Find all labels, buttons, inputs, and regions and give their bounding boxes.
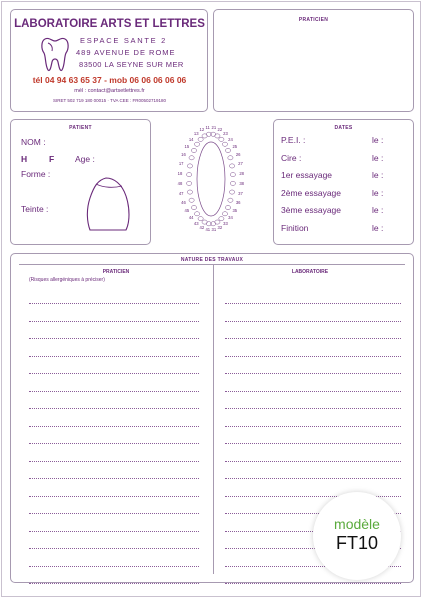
model-badge bbox=[313, 492, 401, 580]
tooth-14[interactable] bbox=[194, 142, 199, 146]
tooth-number: 31 bbox=[211, 226, 217, 232]
tooth-15[interactable] bbox=[191, 148, 196, 152]
tooth-number: 42 bbox=[199, 224, 205, 230]
tooth-38[interactable] bbox=[230, 181, 235, 185]
tooth-number: 23 bbox=[223, 131, 228, 137]
tooth-26[interactable] bbox=[228, 156, 233, 160]
address-line-3: 83500 LA SEYNE SUR MER bbox=[79, 60, 184, 69]
dates-title: DATES bbox=[334, 125, 353, 131]
nom-label: NOM : bbox=[21, 137, 46, 147]
dental-arch-diagram[interactable] bbox=[170, 122, 252, 237]
tooth-23[interactable] bbox=[219, 137, 224, 141]
date-row-label: Cire : bbox=[281, 152, 302, 163]
col-left-title: PRATICIEN bbox=[102, 269, 130, 275]
writing-line[interactable] bbox=[29, 391, 199, 392]
tooth-number: 37 bbox=[238, 190, 243, 196]
tooth-36[interactable] bbox=[228, 198, 233, 202]
tooth-28[interactable] bbox=[230, 172, 235, 176]
tooth-number: 41 bbox=[205, 226, 211, 232]
tooth-number: 27 bbox=[238, 161, 243, 167]
col-left-note: (Risques allergéniques à préciser) bbox=[29, 277, 105, 283]
tooth-number: 11 bbox=[205, 125, 210, 131]
tooth-number: 44 bbox=[188, 215, 194, 221]
tooth-48[interactable] bbox=[187, 181, 192, 185]
patient-title: PATIENT bbox=[69, 125, 92, 131]
writing-line[interactable] bbox=[29, 373, 199, 374]
lab-header-box bbox=[10, 9, 208, 112]
writing-line[interactable] bbox=[225, 408, 401, 409]
travaux-column-divider bbox=[213, 264, 214, 574]
writing-line[interactable] bbox=[225, 583, 401, 584]
writing-line[interactable] bbox=[225, 338, 401, 339]
tooth-number: 15 bbox=[184, 143, 190, 149]
writing-line[interactable] bbox=[29, 566, 199, 567]
travaux-title: NATURE DES TRAVAUX bbox=[180, 257, 244, 263]
tooth-34[interactable] bbox=[222, 212, 227, 216]
tooth-number: 14 bbox=[188, 136, 194, 142]
tooth-logo-icon bbox=[39, 35, 71, 73]
writing-line[interactable] bbox=[225, 356, 401, 357]
tooth-number: 26 bbox=[235, 151, 241, 157]
writing-line[interactable] bbox=[29, 356, 199, 357]
writing-line[interactable] bbox=[29, 478, 199, 479]
tooth-number: 48 bbox=[177, 180, 183, 186]
tooth-number: 38 bbox=[239, 180, 245, 186]
tooth-24[interactable] bbox=[222, 142, 227, 146]
tooth-number: 32 bbox=[217, 224, 223, 230]
writing-line[interactable] bbox=[29, 583, 199, 584]
tooth-number: 43 bbox=[193, 220, 199, 226]
travaux-header-line bbox=[19, 264, 405, 265]
tooth-number: 21 bbox=[211, 125, 217, 131]
writing-line[interactable] bbox=[29, 426, 199, 427]
tooth-22[interactable] bbox=[215, 134, 220, 138]
writing-line[interactable] bbox=[29, 461, 199, 462]
date-row-label: P.E.I. : bbox=[281, 135, 306, 145]
sex-f-label: F bbox=[49, 154, 55, 164]
tooth-number: 16 bbox=[181, 151, 186, 157]
writing-line[interactable] bbox=[29, 303, 199, 304]
tooth-27[interactable] bbox=[229, 164, 234, 168]
sex-h-label: H bbox=[21, 154, 28, 164]
tooth-number: 17 bbox=[178, 161, 184, 167]
tooth-number: 13 bbox=[193, 131, 199, 137]
tooth-37[interactable] bbox=[229, 190, 234, 194]
col-right-title: LABORATOIRE bbox=[291, 269, 329, 275]
tooth-number: 24 bbox=[228, 136, 233, 142]
tooth-32[interactable] bbox=[215, 220, 220, 224]
lab-email: mél : contact@artsetlettres.fr bbox=[74, 88, 145, 94]
tooth-number: 36 bbox=[235, 200, 241, 206]
date-row-label: 3ème essayage bbox=[281, 205, 342, 215]
tooth-number: 47 bbox=[178, 190, 184, 196]
tooth-44[interactable] bbox=[194, 212, 199, 216]
writing-line[interactable] bbox=[29, 321, 199, 322]
writing-line[interactable] bbox=[225, 373, 401, 374]
patient-box bbox=[10, 119, 151, 245]
tooth-number: 25 bbox=[232, 143, 238, 149]
date-row-le[interactable]: le : bbox=[372, 222, 384, 233]
writing-line[interactable] bbox=[29, 338, 199, 339]
tooth-number: 28 bbox=[239, 171, 245, 176]
writing-line[interactable] bbox=[225, 478, 401, 479]
date-row-label: Finition bbox=[281, 222, 309, 233]
tooth-number: 18 bbox=[177, 171, 183, 176]
writing-line[interactable] bbox=[29, 443, 199, 444]
date-row-le[interactable]: le : bbox=[372, 170, 384, 180]
praticien-title: PRATICIEN bbox=[298, 17, 329, 23]
writing-line[interactable] bbox=[225, 461, 401, 462]
date-row-le[interactable]: le : bbox=[372, 187, 384, 198]
dental-chart[interactable] bbox=[170, 122, 252, 237]
tooth-number: 46 bbox=[181, 200, 186, 206]
tooth-number: 12 bbox=[199, 127, 205, 133]
age-label: Age : bbox=[75, 154, 95, 164]
teinte-label: Teinte : bbox=[21, 204, 49, 214]
tooth-47[interactable] bbox=[187, 190, 192, 194]
tooth-number: 45 bbox=[184, 208, 190, 214]
badge-model-code: FT10 bbox=[335, 533, 378, 553]
writing-line[interactable] bbox=[225, 426, 401, 427]
badge-model-label: modèle bbox=[334, 516, 380, 532]
praticien-box[interactable] bbox=[213, 9, 414, 112]
tooth-number: 33 bbox=[223, 220, 228, 226]
address-line-2: 489 AVENUE DE ROME bbox=[76, 48, 176, 57]
writing-line[interactable] bbox=[225, 303, 401, 304]
palate-outline bbox=[197, 142, 225, 216]
lab-phones: tél 04 94 63 65 37 - mob 06 06 06 06 06 bbox=[32, 75, 187, 85]
tooth-number: 34 bbox=[228, 215, 233, 221]
date-row-le[interactable]: le : bbox=[372, 135, 384, 145]
date-row-le[interactable]: le : bbox=[372, 205, 384, 215]
tooth-number: 35 bbox=[232, 208, 238, 214]
writing-line[interactable] bbox=[225, 443, 401, 444]
tooth-18[interactable] bbox=[187, 172, 192, 176]
address-line-1: ESPACE SANTE 2 bbox=[80, 36, 168, 45]
date-row-le[interactable]: le : bbox=[372, 152, 384, 163]
forme-label: Forme : bbox=[21, 169, 51, 179]
tooth-45[interactable] bbox=[191, 205, 196, 209]
tooth-17[interactable] bbox=[187, 164, 192, 168]
date-row-label: 1er essayage bbox=[281, 170, 333, 180]
tooth-number: 22 bbox=[217, 127, 223, 133]
writing-line[interactable] bbox=[29, 531, 199, 532]
order-form-sheet bbox=[1, 1, 421, 597]
tooth-25[interactable] bbox=[225, 148, 230, 152]
date-row-label: 2ème essayage bbox=[281, 187, 342, 198]
writing-line[interactable] bbox=[225, 391, 401, 392]
dates-box bbox=[273, 119, 414, 245]
tooth-46[interactable] bbox=[189, 198, 194, 202]
tooth-16[interactable] bbox=[189, 156, 194, 160]
writing-line[interactable] bbox=[29, 513, 199, 514]
crown-shape-icon bbox=[84, 172, 132, 234]
writing-line[interactable] bbox=[29, 548, 199, 549]
tooth-13[interactable] bbox=[198, 137, 203, 141]
lab-legal: SIRET 502 719 180 00015 · TVA CEE : FR00502719180 bbox=[52, 98, 167, 103]
tooth-35[interactable] bbox=[225, 205, 230, 209]
writing-line[interactable] bbox=[225, 321, 401, 322]
lab-name: LABORATOIRE ARTS ET LETTRES bbox=[14, 18, 205, 30]
writing-line[interactable] bbox=[29, 408, 199, 409]
writing-line[interactable] bbox=[29, 496, 199, 497]
